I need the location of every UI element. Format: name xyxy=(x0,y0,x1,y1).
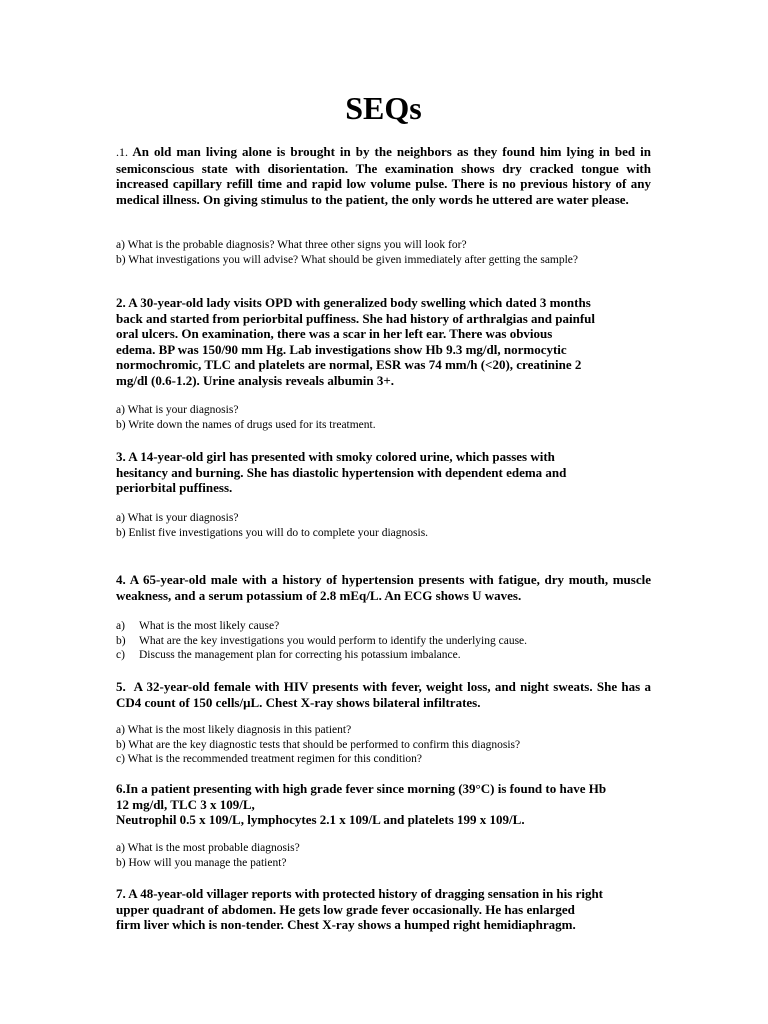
question-5-stem: 5. A 32-year-old female with HIV presents with fever, weight loss, and night sweats. She has a CD4 count of 150 cells/μL. Chest X-ray shows bilateral infiltrates. xyxy=(116,679,651,710)
question-4-list xyxy=(116,619,651,663)
question-4-stem: 4. A 65-year-old male with a history of hypertension presents with fatigue, dry mouth, muscle weakness, and a serum potassium of 2.8 mEq/L. An ECG shows U waves. xyxy=(116,572,651,603)
question-5 xyxy=(116,679,651,710)
question-2-part-a: a) What is your diagnosis? xyxy=(116,404,239,416)
question-2-parts xyxy=(116,403,651,432)
document-page xyxy=(116,0,651,932)
question-1-part-a: a) What is the probable diagnosis? What three other signs you will look for? xyxy=(116,239,467,251)
question-1-part-b: b) What investigations you will advise? What should be given immediately after getting the sample? xyxy=(116,253,579,266)
question-7-stem: 7. A 48-year-old villager reports with protected history of dragging sensation in his right upper quadrant of abdomen. He gets low grade fever occasionally. He has enlarged firm liver which is non-tender. Chest X-ray shows a humped right hemidiaphragm. xyxy=(116,886,604,932)
question-1 xyxy=(116,144,651,207)
question-3-stem: 3. A 14-year-old girl has presented with smoky colored urine, which passes with hesitancy and burning. She has diastolic hypertension with dependent edema and periorbital puffiness. xyxy=(116,449,567,495)
question-1-stem: .1. An old man living alone is brought in by the neighbors as they found him lying in bed in semiconscious state with disorientation. The examination shows dry cracked tongue with increased capillary refill time and rapid low volume pulse. There is no previous history of any medical illness. On giving stimulus to the patient, the only words he uttered are water please. xyxy=(116,144,651,207)
question-5-parts xyxy=(116,723,651,767)
question-1-parts xyxy=(116,238,651,267)
question-3-parts xyxy=(116,511,651,540)
question-3 xyxy=(116,449,651,496)
page-title: SEQs xyxy=(345,90,422,126)
list-item: b) What are the key investigations you would perform to identify the underlying cause. xyxy=(116,634,528,647)
question-6-parts xyxy=(116,841,651,870)
list-item: c) Discuss the management plan for correcting his potassium imbalance. xyxy=(116,649,461,661)
question-6-part-a: a) What is the most probable diagnosis? xyxy=(116,842,300,854)
question-1-number: .1. xyxy=(116,145,128,159)
question-3-part-a: a) What is your diagnosis? xyxy=(116,512,239,524)
question-3-part-b: b) Enlist five investigations you will do to complete your diagnosis. xyxy=(116,526,429,539)
question-5-part-c: c) What is the recommended treatment regimen for this condition? xyxy=(116,753,423,765)
question-5-number: 5. xyxy=(116,679,126,694)
question-2-part-b: b) Write down the names of drugs used for its treatment. xyxy=(116,418,376,431)
question-6-part-b: b) How will you manage the patient? xyxy=(116,856,287,869)
question-5-part-a: a) What is the most likely diagnosis in this patient? xyxy=(116,724,352,736)
question-5-part-b: b) What are the key diagnostic tests that should be performed to confirm this diagnosis? xyxy=(116,738,521,751)
question-6 xyxy=(116,781,651,828)
question-2-stem: 2. A 30-year-old lady visits OPD with generalized body swelling which dated 3 months back and started from periorbital puffiness. She had history of arthralgias and painful oral ulcers. On examination, there was a scar in her left ear. There was obvious edema. BP was 150/90 mm Hg. Lab investigations show Hb 9.3 mg/dl, normocytic normochromic, TLC and platelets are normal, ESR was 74 mm/h (<20), creatinine 2 mg/dl (0.6-1.2). Urine analysis reveals albumin 3+. xyxy=(116,295,596,388)
question-7 xyxy=(116,886,651,933)
question-4 xyxy=(116,572,651,603)
question-6-stem: 6.In a patient presenting with high grade fever since morning (39°C) is found to have Hb 12 mg/dl, TLC 3 x 109/L, Neutrophil 0.5 x 109/L, lymphocytes 2.1 x 109/L and platelets 199 x 109/L. xyxy=(116,781,607,827)
list-item: a) What is the most likely cause? xyxy=(116,620,280,632)
question-2 xyxy=(116,295,651,388)
question-4-parts xyxy=(116,619,651,663)
